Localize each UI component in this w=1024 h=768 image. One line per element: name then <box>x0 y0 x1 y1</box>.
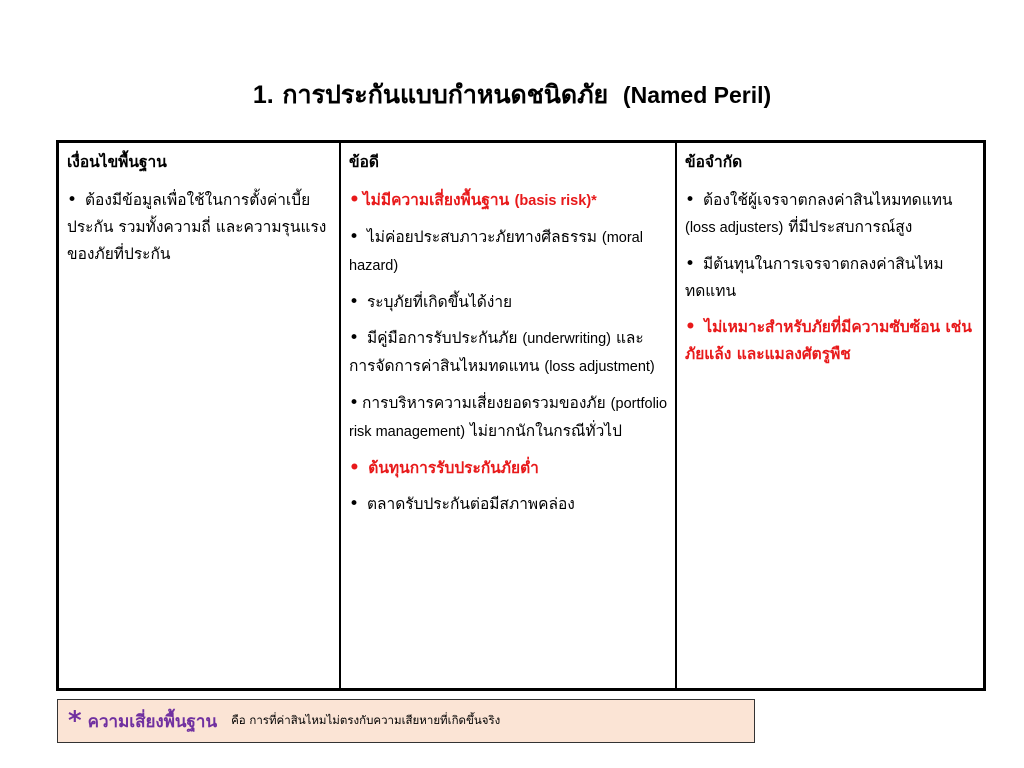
bullet-icon: • <box>349 292 360 312</box>
bullet-icon: • <box>685 254 696 274</box>
slide-title <box>0 75 1024 115</box>
asterisk-icon: * <box>68 706 82 736</box>
advantage-item-liquidity: • ตลาดรับประกันต่อมีสภาพคล่อง <box>349 494 575 514</box>
comparison-table <box>56 140 986 691</box>
limitation-item-adjusters: • ต้องใช้ผู้เจรจาตกลงค่าสินไหมทดแทน (loss adjusters) ที่มีประสบการณ์สูง <box>685 190 953 236</box>
bullet-icon: • <box>349 458 360 478</box>
conditions-item: • ต้องมีข้อมูลเพื่อใช้ในการตั้งค่าเบี้ยประกัน รวมทั้งความถี่ และความรุนแรงของภัยที่ประกัน <box>67 190 327 263</box>
limitation-item-complex-perils: • ไม่เหมาะสำหรับภัยที่มีความซับซ้อน เช่น ภัยแล้ง และแมลงศัตรูพืช <box>685 317 972 363</box>
limitations-header: ข้อจำกัด <box>685 153 743 171</box>
advantage-item-basis-risk: • ไม่มีความเสี่ยงพื้นฐาน (basis risk)* <box>349 190 597 210</box>
bullet-icon: • <box>685 317 696 337</box>
title-thai: การประกันแบบกำหนดชนิดภัย <box>282 80 609 109</box>
conditions-column <box>59 143 341 688</box>
advantages-column <box>341 143 677 688</box>
title-number: 1. <box>252 81 274 109</box>
bullet-icon: • <box>349 393 360 413</box>
advantage-item-manual: • มีคู่มือการรับประกันภัย (underwriting) และการจัดการค่าสินไหมทดแทน (loss adjustment) <box>349 328 655 375</box>
bullet-icon: • <box>349 190 360 210</box>
bullet-icon: • <box>349 494 360 514</box>
advantage-item-portfolio: • การบริหารความเสี่ยงยอดรวมของภัย (portfolio risk management) ไม่ยากนักในกรณีทั่วไป <box>349 393 668 440</box>
advantage-item-moral-hazard: • ไม่ค่อยประสบภาวะภัยทางศีลธรรม (moral hazard) <box>349 227 643 274</box>
conditions-header: เงื่อนไขพื้นฐาน <box>67 153 167 171</box>
advantage-item-low-cost: • ต้นทุนการรับประกันภัยต่ำ <box>349 458 539 478</box>
advantage-item-identify-peril: • ระบุภัยที่เกิดขึ้นได้ง่าย <box>349 292 513 312</box>
bullet-icon: • <box>67 190 78 210</box>
footnote-box <box>57 699 755 743</box>
limitations-column <box>677 143 983 688</box>
footnote-definition: คือ การที่ค่าสินไหมไม่ตรงกับความเสียหายที่เกิดขึ้นจริง <box>231 713 501 727</box>
advantages-header: ข้อดี <box>349 153 379 171</box>
bullet-icon: • <box>349 328 360 348</box>
limitation-item-cost: • มีต้นทุนในการเจรจาตกลงค่าสินไหมทดแทน <box>685 254 944 300</box>
bullet-icon: • <box>685 190 696 210</box>
title-english: (Named Peril) <box>622 82 772 108</box>
footnote-term: ความเสี่ยงพื้นฐาน <box>87 711 218 732</box>
bullet-icon: • <box>349 227 360 247</box>
